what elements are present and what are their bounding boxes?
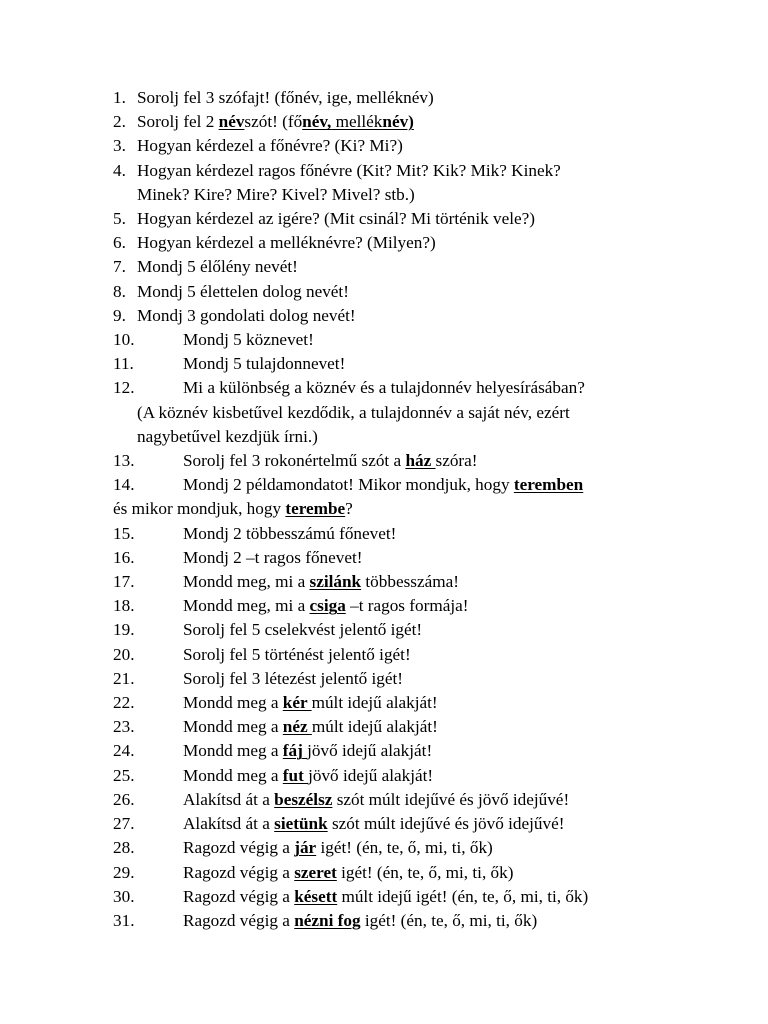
question-23 bbox=[113, 715, 713, 739]
key-word: csiga bbox=[309, 596, 346, 616]
question-text: Hogyan kérdezel a melléknévre? (Milyen?) bbox=[137, 233, 436, 253]
question-text: Ragozd végig a bbox=[183, 886, 295, 906]
question-number: 10. bbox=[113, 330, 135, 350]
question-text: Alakítsd át a bbox=[183, 789, 275, 809]
question-number: 3. bbox=[113, 136, 126, 156]
question-text: Mondj 5 tulajdonnevet! bbox=[183, 354, 346, 374]
question-12-continuation: nagybetűvel kezdjük írni.) bbox=[137, 426, 318, 446]
question-number: 13. bbox=[113, 451, 135, 471]
question-number: 29. bbox=[113, 862, 135, 882]
question-text: –t ragos formája! bbox=[345, 596, 469, 616]
question-number: 8. bbox=[113, 281, 126, 301]
question-number: 31. bbox=[113, 910, 135, 930]
question-15 bbox=[113, 522, 713, 546]
question-number: 27. bbox=[113, 814, 135, 834]
question-text: Mondd meg a bbox=[183, 693, 283, 713]
question-text: Sorolj fel 3 szófajt! (főnév, ige, melléknév) bbox=[137, 88, 434, 107]
question-3 bbox=[113, 134, 713, 158]
key-word: szilánk bbox=[309, 572, 362, 592]
question-2 bbox=[113, 110, 713, 134]
key-word: fut bbox=[282, 765, 309, 785]
question-text: jövő idejű alakját! bbox=[307, 741, 433, 761]
key-word: nézni fog bbox=[294, 910, 361, 930]
question-13 bbox=[113, 449, 713, 473]
question-text: igét! (én, te, ő, mi, ti, ők) bbox=[360, 910, 538, 930]
question-text: Ragozd végig a bbox=[183, 838, 295, 858]
question-number: 20. bbox=[113, 644, 135, 664]
question-19 bbox=[113, 618, 713, 642]
question-14 bbox=[113, 473, 713, 497]
question-22 bbox=[113, 691, 713, 715]
key-word: kér bbox=[282, 693, 312, 713]
question-8 bbox=[113, 280, 713, 304]
question-number: 9. bbox=[113, 305, 126, 325]
key-word: név, bbox=[302, 112, 332, 132]
question-text: Mondj 3 gondolati dolog nevét! bbox=[137, 305, 356, 325]
question-number: 17. bbox=[113, 572, 135, 592]
question-text: ? bbox=[345, 499, 353, 519]
question-text: szót múlt idejűvé és jövő idejűvé! bbox=[332, 789, 570, 809]
question-text: Hogyan kérdezel a főnévre? (Ki? Mi?) bbox=[137, 136, 403, 156]
question-17 bbox=[113, 570, 713, 594]
question-text: Hogyan kérdezel ragos főnévre (Kit? Mit? Kik? Mik? Kinek? bbox=[137, 160, 561, 180]
question-21 bbox=[113, 667, 713, 691]
question-text: Hogyan kérdezel az igére? (Mit csinál? Mi történik vele?) bbox=[137, 209, 535, 229]
question-text: Mondd meg, mi a bbox=[183, 572, 310, 592]
question-number: 1. bbox=[113, 88, 126, 107]
question-number: 23. bbox=[113, 717, 135, 737]
question-text: Sorolj fel 5 cselekvést jelentő igét! bbox=[183, 620, 423, 640]
question-text: Sorolj fel 3 létezést jelentő igét! bbox=[183, 668, 404, 688]
question-29 bbox=[113, 861, 713, 885]
question-1 bbox=[113, 86, 713, 110]
question-text: Mondd meg, mi a bbox=[183, 596, 310, 616]
question-number: 2. bbox=[113, 112, 126, 132]
question-18 bbox=[113, 594, 713, 618]
key-word: szeret bbox=[294, 862, 337, 882]
question-4-continuation: Minek? Kire? Mire? Kivel? Mivel? stb.) bbox=[137, 184, 415, 204]
question-text: Mondj 2 példamondatot! Mikor mondjuk, hogy bbox=[183, 475, 514, 495]
question-list bbox=[113, 86, 713, 933]
question-text: Ragozd végig a bbox=[183, 910, 295, 930]
question-text: múlt idejű alakját! bbox=[311, 717, 438, 737]
question-number: 15. bbox=[113, 523, 135, 543]
question-text: többesszáma! bbox=[361, 572, 459, 592]
question-text: Sorolj fel 3 rokonértelmű szót a bbox=[183, 451, 406, 471]
question-number: 28. bbox=[113, 838, 135, 858]
question-11 bbox=[113, 352, 713, 376]
question-number: 6. bbox=[113, 233, 126, 253]
question-number: 22. bbox=[113, 693, 135, 713]
question-text: Mondj 5 köznevet! bbox=[183, 330, 314, 350]
question-text: múlt idejű igét! (én, te, ő, mi, ti, ők) bbox=[337, 886, 589, 906]
question-text: Alakítsd át a bbox=[183, 814, 275, 834]
question-text: Mondj 5 élőlény nevét! bbox=[137, 257, 298, 277]
question-text: Sorolj fel 5 történést jelentő igét! bbox=[183, 644, 411, 664]
question-12 bbox=[113, 376, 713, 400]
question-text: mellék bbox=[331, 112, 383, 132]
question-9 bbox=[113, 304, 713, 328]
question-text: jövő idejű alakját! bbox=[308, 765, 434, 785]
question-number: 4. bbox=[113, 160, 126, 180]
question-text: Sorolj fel 2 bbox=[137, 112, 219, 132]
key-word: késett bbox=[294, 886, 338, 906]
question-text: Mondd meg a bbox=[183, 765, 283, 785]
question-7 bbox=[113, 255, 713, 279]
question-text: Mondj 5 élettelen dolog nevét! bbox=[137, 281, 349, 301]
question-text: igét! (én, te, ő, mi, ti, ők) bbox=[316, 838, 493, 858]
question-27 bbox=[113, 812, 713, 836]
question-text: múlt idejű alakját! bbox=[311, 693, 438, 713]
question-5 bbox=[113, 207, 713, 231]
question-31 bbox=[113, 909, 713, 933]
question-number: 30. bbox=[113, 886, 135, 906]
question-text: Mondd meg a bbox=[183, 717, 283, 737]
question-number: 12. bbox=[113, 378, 135, 398]
question-20 bbox=[113, 643, 713, 667]
question-text: Mi a különbség a köznév és a tulajdonnév helyesírásában? bbox=[183, 378, 585, 398]
question-number: 24. bbox=[113, 741, 135, 761]
question-26 bbox=[113, 788, 713, 812]
question-text: Mondj 2 többesszámú főnevet! bbox=[183, 523, 397, 543]
question-text: szót! (fő bbox=[244, 112, 303, 132]
question-number: 5. bbox=[113, 209, 126, 229]
key-word: fáj bbox=[282, 741, 308, 761]
question-24 bbox=[113, 739, 713, 763]
question-number: 26. bbox=[113, 789, 135, 809]
question-14-continuation bbox=[113, 497, 713, 521]
question-number: 11. bbox=[113, 354, 134, 374]
key-word: beszélsz bbox=[274, 789, 333, 809]
question-number: 21. bbox=[113, 668, 135, 688]
key-word: néz bbox=[282, 717, 312, 737]
question-number: 25. bbox=[113, 765, 135, 785]
question-6 bbox=[113, 231, 713, 255]
key-word: ház bbox=[405, 451, 436, 471]
question-text: szóra! bbox=[435, 451, 478, 471]
question-number: 14. bbox=[113, 475, 135, 495]
question-10 bbox=[113, 328, 713, 352]
key-word: név bbox=[218, 112, 245, 132]
question-number: 19. bbox=[113, 620, 135, 640]
question-number: 7. bbox=[113, 257, 126, 277]
question-number: 18. bbox=[113, 596, 135, 616]
question-text: Mondd meg a bbox=[183, 741, 283, 761]
question-text: Ragozd végig a bbox=[183, 862, 295, 882]
key-word: terembe bbox=[285, 499, 346, 519]
question-text: igét! (én, te, ő, mi, ti, ők) bbox=[336, 862, 514, 882]
question-4 bbox=[113, 159, 713, 183]
key-word: teremben bbox=[513, 475, 584, 495]
question-16 bbox=[113, 546, 713, 570]
question-12-continuation: (A köznév kisbetűvel kezdődik, a tulajdonnév a saját név, ezért bbox=[137, 402, 570, 422]
question-25 bbox=[113, 764, 713, 788]
question-text: és mikor mondjuk, hogy bbox=[113, 499, 286, 519]
question-30 bbox=[113, 885, 713, 909]
key-word: név) bbox=[382, 112, 414, 132]
key-word: sietünk bbox=[274, 814, 328, 834]
question-text: szót múlt idejűvé és jövő idejűvé! bbox=[327, 814, 565, 834]
key-word: jár bbox=[294, 838, 317, 858]
question-text: Mondj 2 –t ragos főnevet! bbox=[183, 547, 363, 567]
question-28 bbox=[113, 836, 713, 860]
question-number: 16. bbox=[113, 547, 135, 567]
